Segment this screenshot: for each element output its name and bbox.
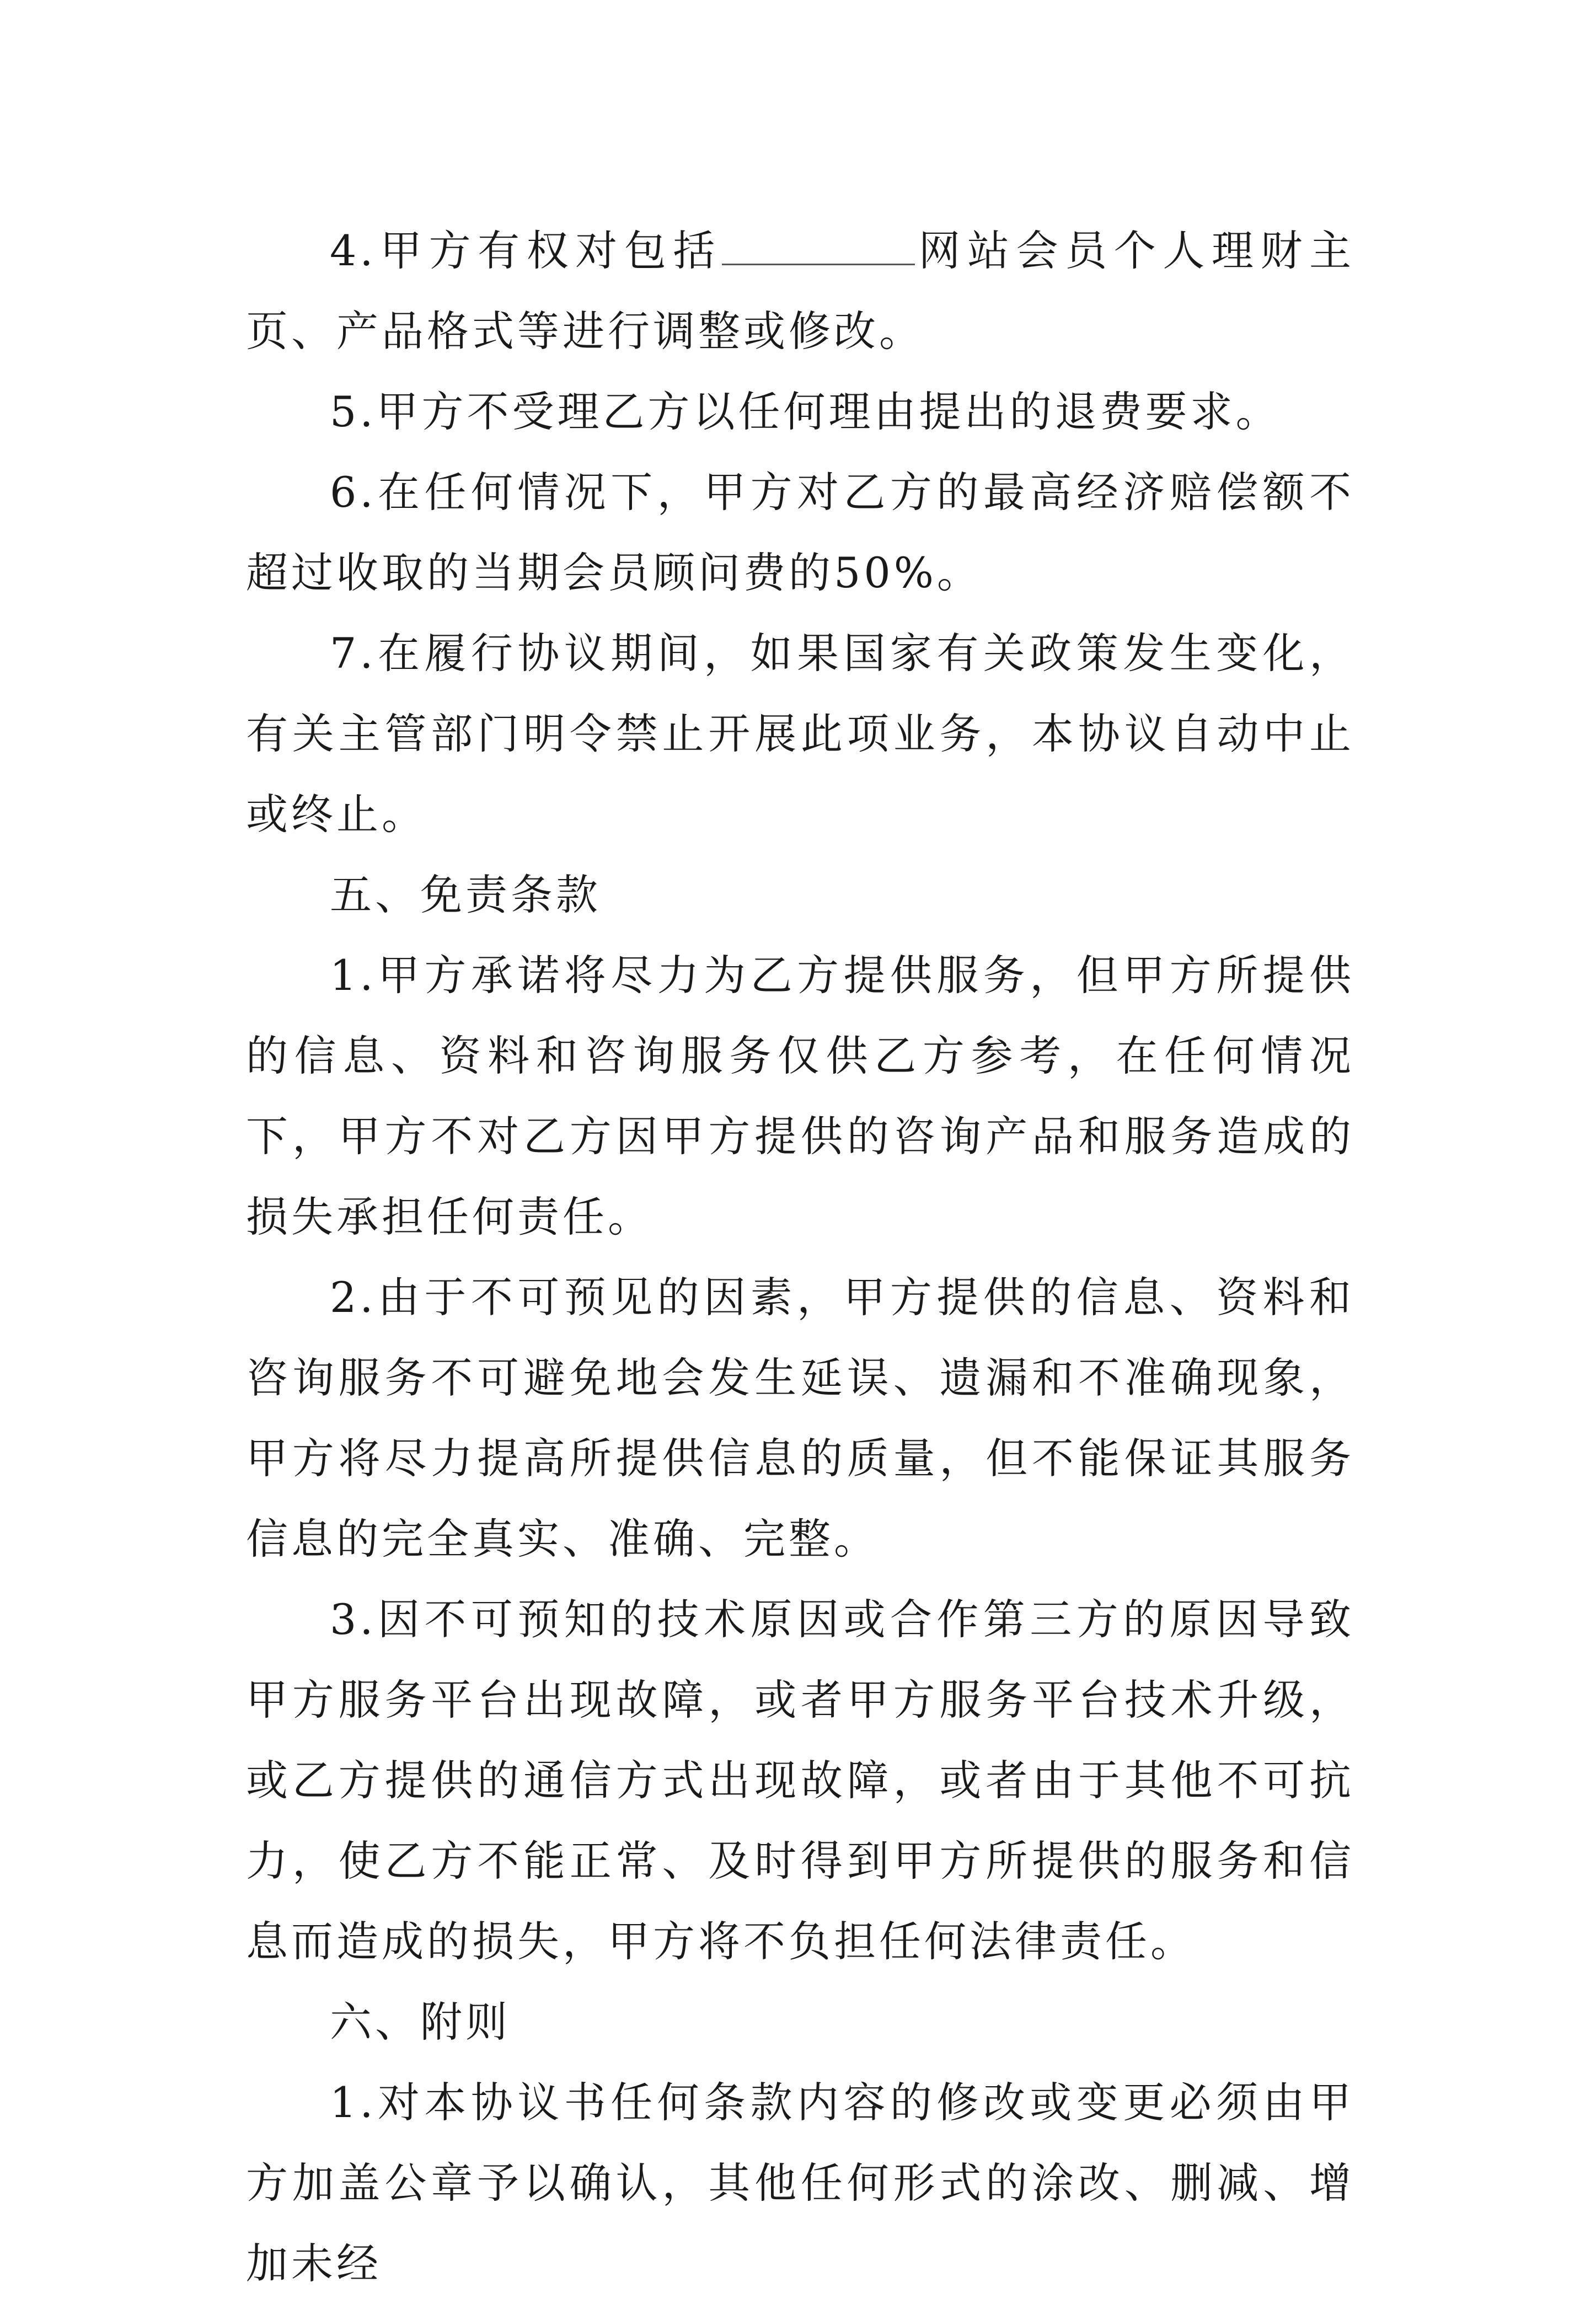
- supplementary-clause-1: 1.对本协议书任何条款内容的修改或变更必须由甲方加盖公章予以确认，其他任何形式的涂改、删减、增加未经: [246, 2078, 1354, 2288]
- clause-4-text-end: 网站会员个人理财主页、产品格式等进行调整或修改。: [246, 226, 1355, 356]
- section-heading-supplementary: 六、附则: [330, 1997, 511, 2046]
- document-body: [246, 211, 1354, 2304]
- disclaimer-clause-3: 3.因不可预知的技术原因或合作第三方的原因导致甲方服务平台出现故障，或者甲方服务平台技术升级，或乙方提供的通信方式出现故障，或者由于其他不可抗力，使乙方不能正常、及时得到甲方所提供的服务和信息而造成的损失，甲方将不负担任何法律责任。: [246, 1595, 1354, 1966]
- clause-5: 5.甲方不受理乙方以任何理由提出的退费要求。: [330, 387, 1281, 436]
- clause-7: 7.在履行协议期间，如果国家有关政策发生变化，有关主管部门明令禁止开展此项业务，本协议自动中止或终止。: [246, 629, 1354, 839]
- section-heading-disclaimer: 五、免责条款: [330, 870, 601, 919]
- clause-4-text-start: 4.甲方有权对包括: [330, 226, 722, 275]
- clause-4: [246, 211, 1354, 372]
- disclaimer-clause-1: 1.甲方承诺将尽力为乙方提供服务，但甲方所提供的信息、资料和咨询服务仅供乙方参考，在任何情况下，甲方不对乙方因甲方提供的咨询产品和服务造成的损失承担任何责任。: [246, 951, 1354, 1241]
- disclaimer-clause-2: 2.由于不可预见的因素，甲方提供的信息、资料和咨询服务不可避免地会发生延误、遗漏和不准确现象，甲方将尽力提高所提供信息的质量，但不能保证其服务信息的完全真实、准确、完整。: [246, 1273, 1354, 1563]
- fill-in-blank: [722, 231, 915, 265]
- clause-6: 6.在任何情况下，甲方对乙方的最高经济赔偿额不超过收取的当期会员顾问费的50%。: [246, 468, 1354, 597]
